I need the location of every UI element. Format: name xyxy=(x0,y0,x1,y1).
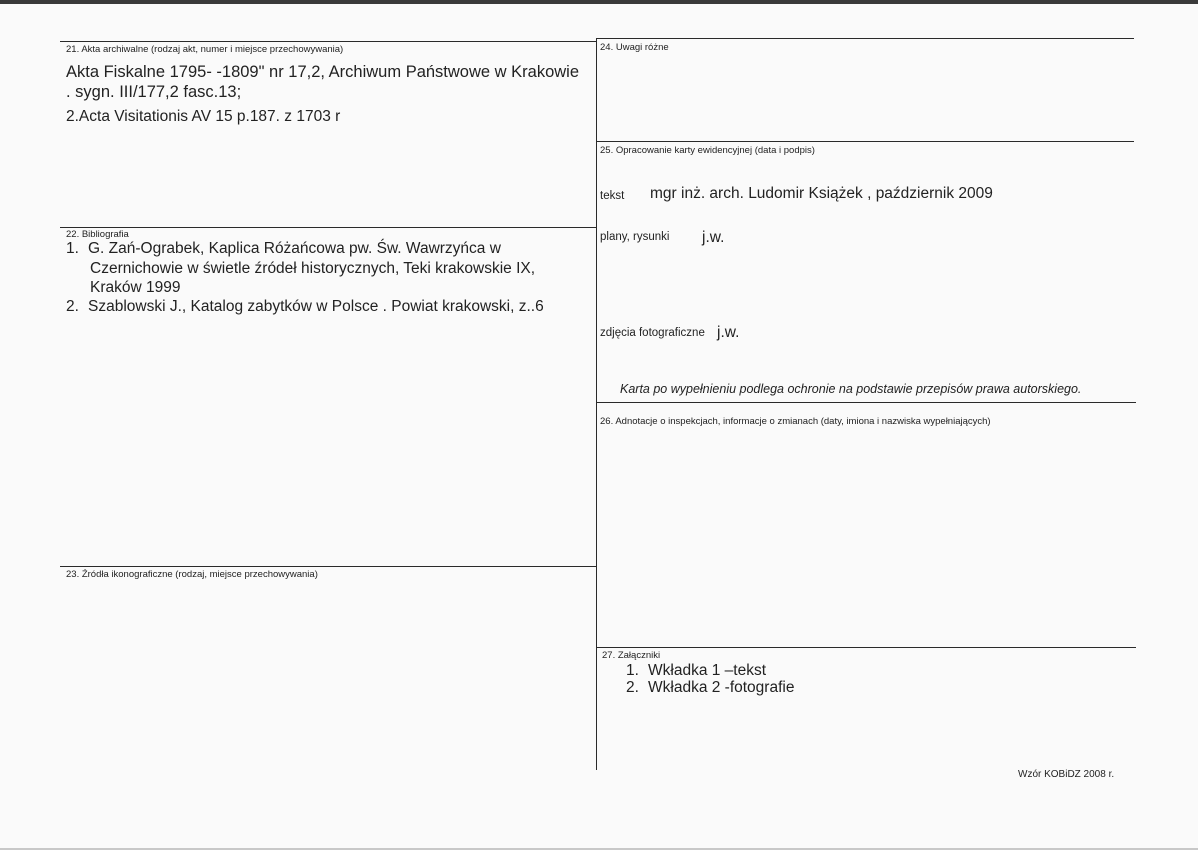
bibliography-item-2-number: 2. xyxy=(66,298,79,315)
attachment-item-2-text: Wkładka 2 -fotografie xyxy=(648,679,795,696)
bibliography-item-1-line-1: G. Zań-Ograbek, Kaplica Różańcowa pw. Św. Wawrzyńca w xyxy=(88,240,501,257)
rule-top-left xyxy=(60,41,596,42)
bibliography-item-1-number: 1. xyxy=(66,240,79,257)
bibliography-item-1-line-3: Kraków 1999 xyxy=(90,279,181,296)
section-24-label: 24. Uwagi różne xyxy=(600,42,669,53)
tekst-value: mgr inż. arch. Ludomir Książek , październik 2009 xyxy=(650,185,993,202)
form-template-footer: Wzór KOBiDZ 2008 r. xyxy=(1018,769,1115,780)
rule-23-top xyxy=(60,566,596,567)
zdjecia-label: zdjęcia fotograficzne xyxy=(600,327,705,339)
bibliography-item-2-line-1: Szablowski J., Katalog zabytków w Polsce . Powiat krakowski, z..6 xyxy=(88,298,544,315)
attachment-item-2 xyxy=(626,679,794,697)
section-22-label: 22. Bibliografia xyxy=(66,229,129,240)
section-21-line-3: 2.Acta Visitationis AV 15 p.187. z 1703 r xyxy=(66,108,341,125)
section-25-label: 25. Opracowanie karty ewidencyjnej (data i podpis) xyxy=(600,145,815,156)
attachment-item-1-number: 1. xyxy=(626,662,639,679)
attachment-item-1-text: Wkładka 1 –tekst xyxy=(648,662,767,679)
section-23-label: 23. Źródła ikonograficzne (rodzaj, miejsce przechowywania) xyxy=(66,569,318,580)
section-21-line-1: Akta Fiskalne 1795- -1809" nr 17,2, Archiwum Państwowe w Krakowie xyxy=(66,63,580,81)
rule-27-top xyxy=(596,647,1136,648)
rule-26-top xyxy=(596,402,1136,403)
attachment-item-2-number: 2. xyxy=(626,679,639,696)
section-26-label: 26. Adnotacje o inspekcjach, informacje o zmianach (daty, imiona i nazwiska wypełniających) xyxy=(600,416,991,427)
bibliography-item-2 xyxy=(66,298,544,316)
scan-top-edge xyxy=(0,0,1198,4)
rule-25-top xyxy=(596,141,1134,142)
section-21-label: 21. Akta archiwalne (rodzaj akt, numer i miejsce przechowywania) xyxy=(66,44,344,55)
bibliography-item-1-line-2: Czernichowie w świetle źródeł historycznych, Teki krakowskie IX, xyxy=(90,260,536,277)
section-21-line-2: . sygn. III/177,2 fasc.13; xyxy=(66,83,242,101)
copyright-notice: Karta po wypełnieniu podlega ochronie na podstawie przepisów prawa autorskiego. xyxy=(620,382,1082,396)
plany-label: plany, rysunki xyxy=(600,231,670,243)
bibliography-item-1 xyxy=(66,239,501,259)
tekst-label: tekst xyxy=(600,190,625,202)
zdjecia-value: j.w. xyxy=(717,324,740,341)
section-27-label: 27. Załączniki xyxy=(602,650,661,661)
attachment-item-1 xyxy=(626,662,766,680)
rule-center-vertical xyxy=(596,38,597,770)
rule-22-top xyxy=(60,227,596,228)
plany-value: j.w. xyxy=(702,229,725,246)
rule-top-right xyxy=(596,38,1134,39)
